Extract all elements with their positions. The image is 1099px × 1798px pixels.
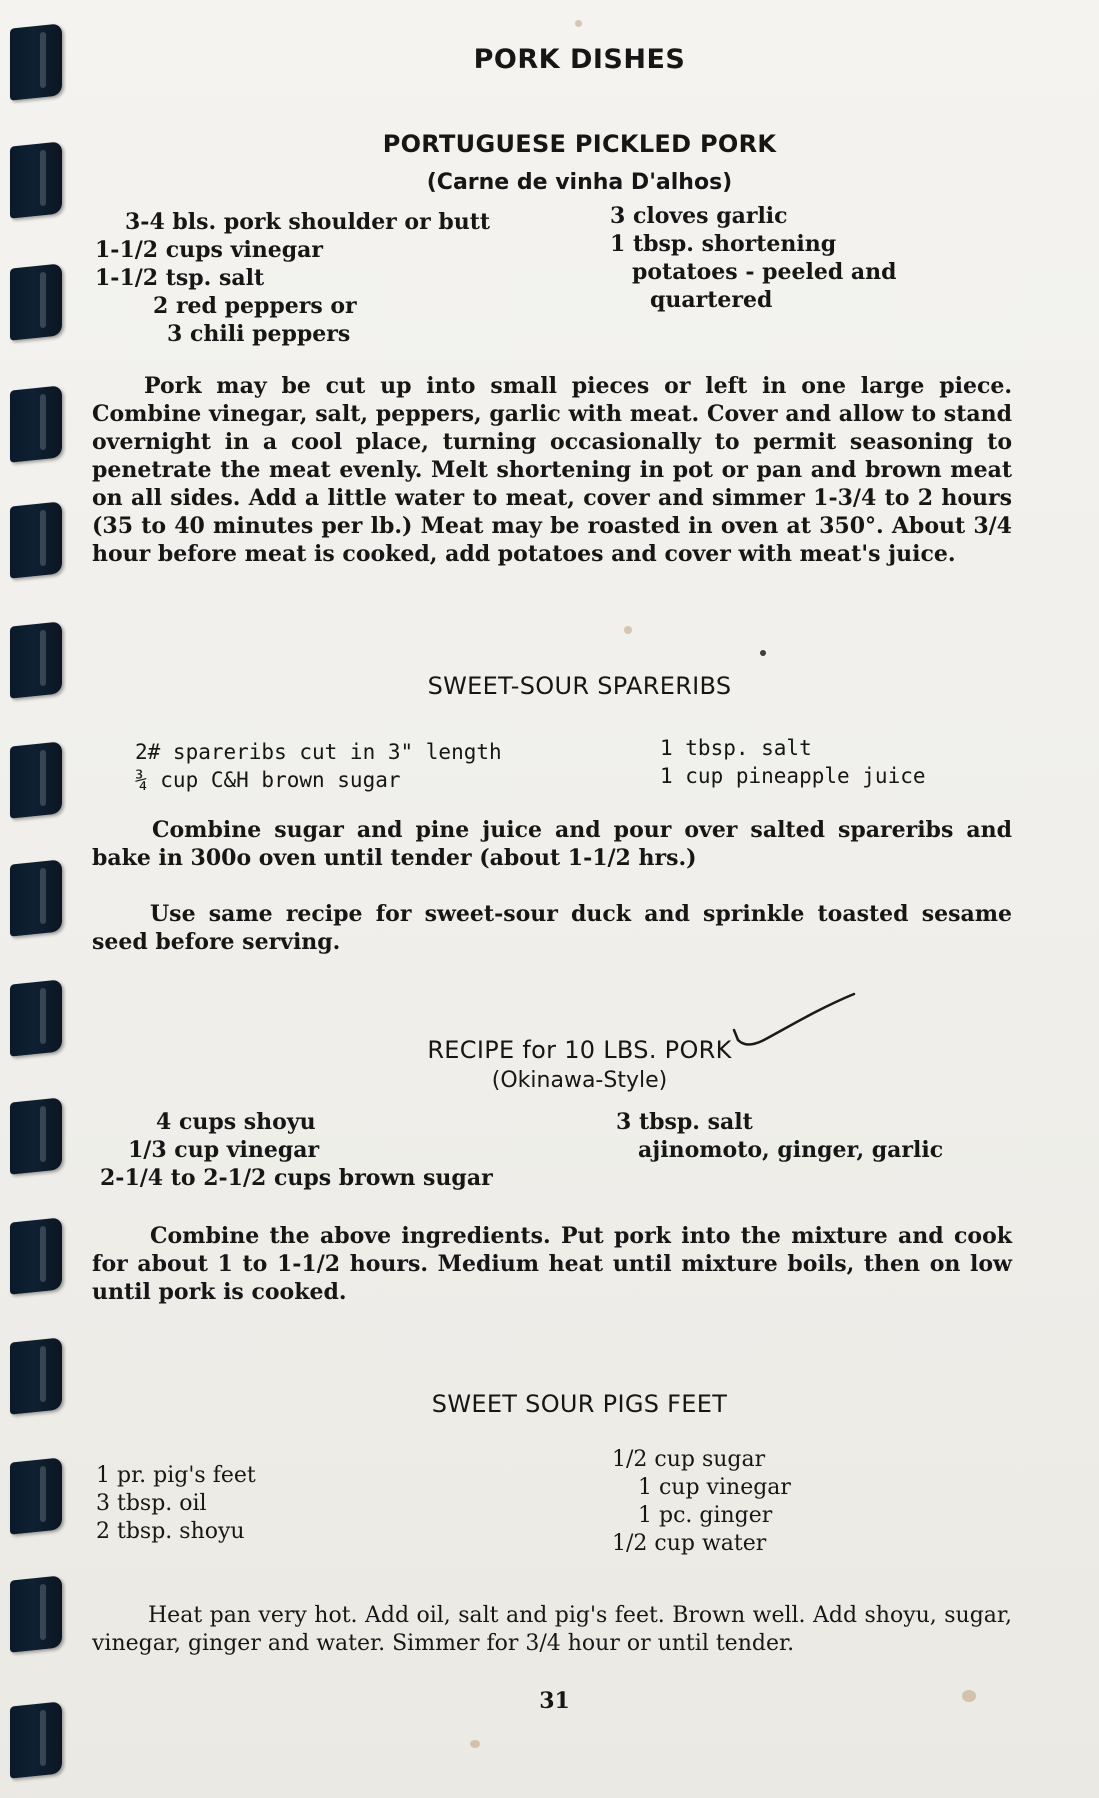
ingredient: quartered bbox=[650, 287, 773, 313]
ingredient: 1 tbsp. shortening bbox=[610, 231, 837, 257]
recipe-title-sweet-sour-spareribs: SWEET-SOUR SPARERIBS bbox=[427, 672, 732, 700]
ingredients-left-pigs-feet bbox=[96, 1462, 256, 1546]
binding-ring bbox=[0, 1096, 70, 1174]
paper-stain bbox=[575, 20, 582, 27]
ingredient: 1 cup vinegar bbox=[638, 1475, 791, 1500]
recipe-subtitle-okinawa: (Okinawa-Style) bbox=[491, 1068, 668, 1093]
ingredient: 2-1/4 to 2-1/2 cups brown sugar bbox=[100, 1165, 493, 1191]
spiral-binding bbox=[0, 0, 80, 1798]
ingredient: 3 tbsp. salt bbox=[616, 1109, 753, 1135]
directions-pigs-feet: Heat pan very hot. Add oil, salt and pig's feet. Brown well. Add shoyu, sugar, vinegar, ginger and water. Simmer for 3/4 hour or until tender. bbox=[92, 1603, 1012, 1656]
checkmark-icon bbox=[730, 990, 860, 1050]
ingredient: 1-1/2 tsp. salt bbox=[95, 265, 265, 291]
paper-stain bbox=[760, 650, 766, 656]
directions-okinawa: Combine the above ingredients. Put pork into the mixture and cook for about 1 to 1-1/2 hours. Medium heat until mixture boils, then on low until pork is cooked. bbox=[92, 1223, 1012, 1305]
directions-portuguese: Pork may be cut up into small pieces or left in one large piece. Combine vinegar, salt, peppers, garlic with meat. Cover and allow to stand overnight in a cool place, turning occasionally to permit seasoning to penetrate the meat evenly. Melt shortening in pot or pan and brown meat on all sides. Add a little water to meat, cover and simmer 1-3/4 to 2 hours (35 to 40 minutes per lb.) Meat may be roasted in oven at 350°. About 3/4 hour before meat is cooked, add potatoes and cover with meat's juice. bbox=[92, 373, 1012, 567]
ingredient: ajinomoto, ginger, garlic bbox=[638, 1137, 944, 1163]
binding-ring bbox=[0, 1216, 70, 1294]
ingredients-left-spareribs bbox=[135, 738, 502, 794]
ingredients-left-portuguese bbox=[95, 208, 490, 348]
ingredient: 3 chili peppers bbox=[167, 321, 351, 347]
ingredient: 1 cup pineapple juice bbox=[660, 764, 926, 788]
ingredients-right-pigs-feet bbox=[612, 1446, 791, 1558]
recipe-subtitle-portuguese: (Carne de vinha D'alhos) bbox=[426, 170, 733, 195]
paper-stain bbox=[470, 1740, 480, 1748]
paper-stain bbox=[624, 626, 632, 634]
ingredient: potatoes - peeled and bbox=[632, 259, 897, 285]
recipe-title-portuguese-pickled-pork: PORTUGUESE PICKLED PORK bbox=[382, 130, 777, 158]
binding-ring bbox=[0, 500, 70, 578]
ingredient: 1-1/2 cups vinegar bbox=[95, 237, 323, 263]
directions-spareribs: Combine sugar and pine juice and pour over salted spareribs and bake in 300o oven until tender (about 1-1/2 hrs.) bbox=[92, 817, 1012, 871]
ingredient: 3-4 bls. pork shoulder or butt bbox=[125, 209, 491, 235]
ingredients-left-okinawa bbox=[100, 1108, 493, 1192]
binding-ring bbox=[0, 858, 70, 936]
ingredient: 3 tbsp. oil bbox=[96, 1491, 207, 1516]
ingredient: 2 tbsp. shoyu bbox=[96, 1519, 245, 1544]
ingredient: 2# spareribs cut in 3" length bbox=[135, 740, 502, 764]
recipe-title-sweet-sour-pigs-feet: SWEET SOUR PIGS FEET bbox=[431, 1390, 728, 1418]
ingredient: 3 cloves garlic bbox=[610, 203, 788, 229]
binding-ring bbox=[0, 1456, 70, 1534]
ingredient: ¾ cup C&H brown sugar bbox=[135, 768, 401, 792]
ingredient: 1 pr. pig's feet bbox=[96, 1463, 256, 1488]
note-spareribs: Use same recipe for sweet-sour duck and sprinkle toasted sesame seed before serving. bbox=[92, 901, 1012, 955]
page-title: PORK DISHES bbox=[473, 44, 686, 75]
ingredients-right-portuguese bbox=[610, 202, 897, 314]
page-number: 31 bbox=[539, 1688, 570, 1714]
ingredient: 4 cups shoyu bbox=[156, 1109, 316, 1135]
ingredient: 2 red peppers or bbox=[153, 293, 357, 319]
recipe-title-10-lbs-pork: RECIPE for 10 LBS. PORK bbox=[427, 1036, 732, 1064]
binding-ring bbox=[0, 384, 70, 462]
ingredients-right-okinawa bbox=[616, 1108, 943, 1164]
ingredient: 1 tbsp. salt bbox=[660, 736, 812, 760]
ingredient: 1 pc. ginger bbox=[638, 1503, 773, 1528]
paper-stain bbox=[962, 1690, 976, 1702]
binding-ring bbox=[0, 262, 70, 340]
binding-ring bbox=[0, 1574, 70, 1652]
ingredients-right-spareribs bbox=[660, 734, 926, 790]
ingredient: 1/2 cup sugar bbox=[612, 1447, 766, 1472]
ingredient: 1/2 cup water bbox=[612, 1531, 767, 1556]
ingredient: 1/3 cup vinegar bbox=[128, 1137, 320, 1163]
binding-ring bbox=[0, 740, 70, 818]
